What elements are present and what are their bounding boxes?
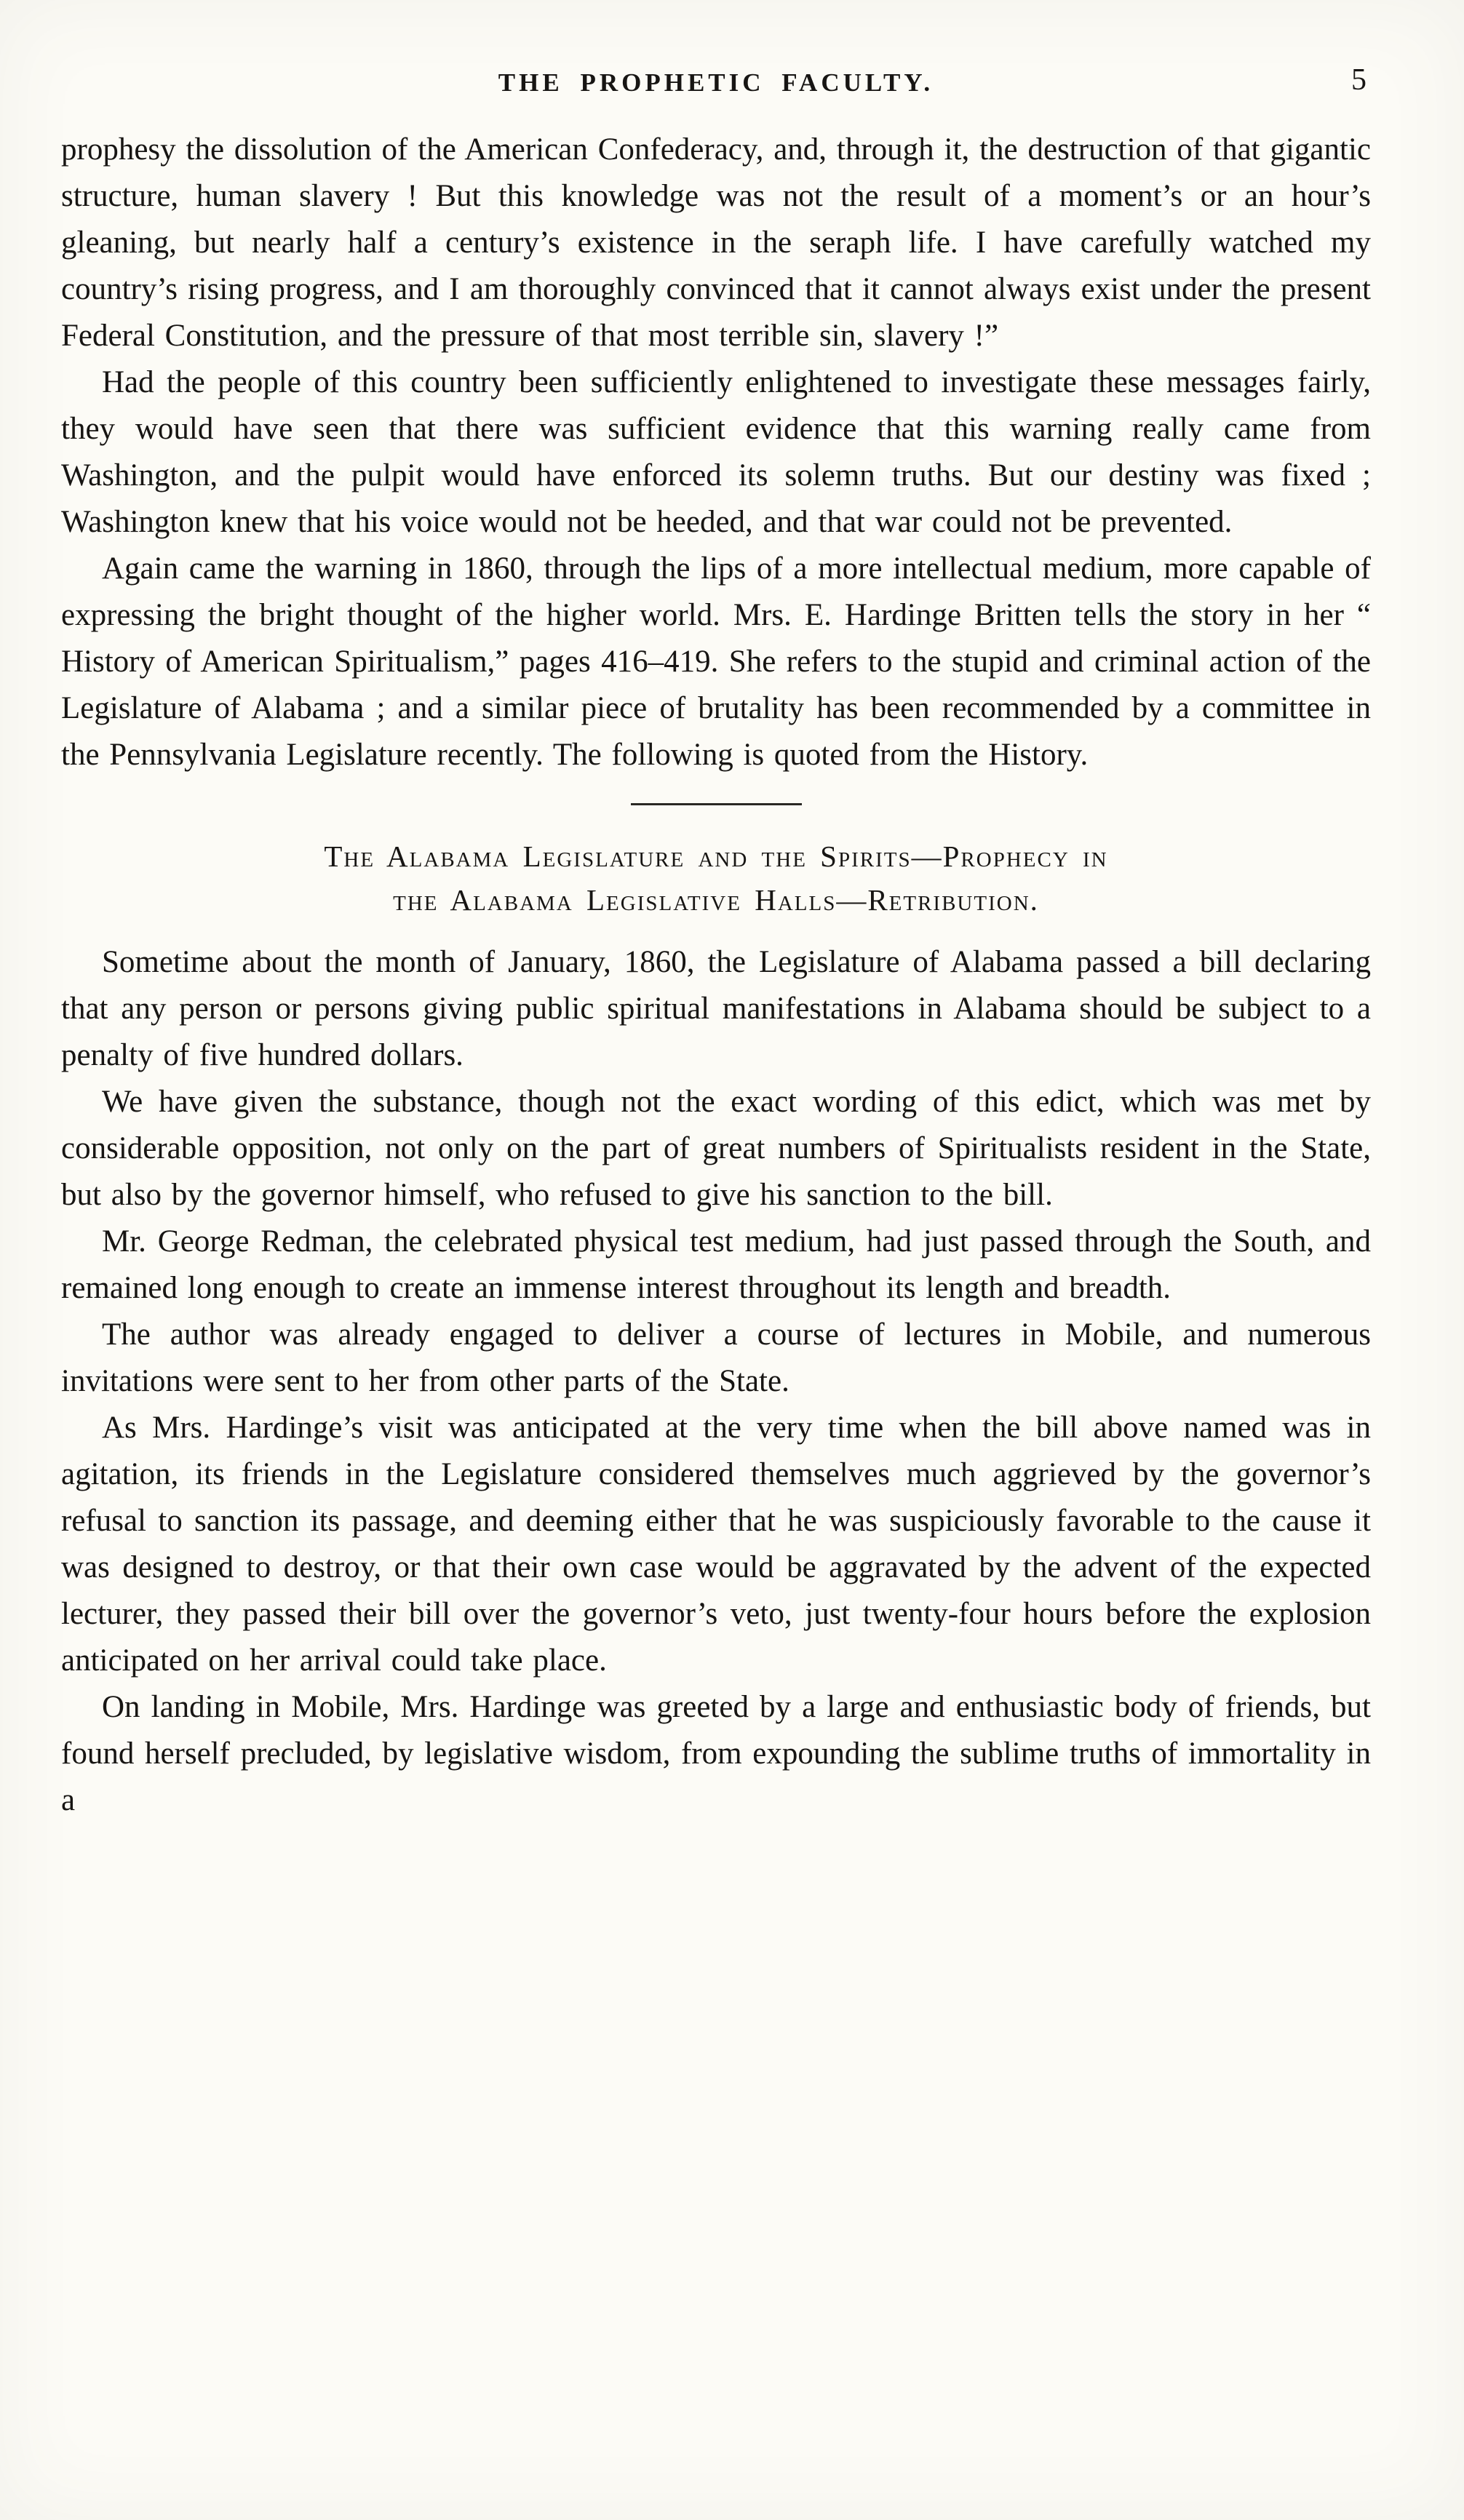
section-heading-line-2: the Alabama Legislative Halls—Retribution. bbox=[393, 883, 1039, 917]
paragraph: Mr. George Redman, the celebrated physical test medium, had just passed through the South, and remained long enough to create an immense interest throughout its length and breadth. bbox=[61, 1224, 1371, 1305]
paragraph: Again came the warning in 1860, through the lips of a more intellectual medium, more capable of expressing the bright thought of the higher world. Mrs. E. Hardinge Britten tells the story in her “ History of American Spiritualism,” pages 416–419. She refers to the stupid and criminal action of the Legislature of Alabama ; and a similar piece of brutality has been recommended by a committee in the Pennsylvania Legislature recently. The following is quoted from the History. bbox=[61, 551, 1371, 772]
paragraph: Sometime about the month of January, 1860, the Legislature of Alabama passed a bill declaring that any person or persons giving public spiritual manifestations in Alabama should be subject to a penalty of five hundred dollars. bbox=[61, 945, 1371, 1072]
paragraph: We have given the substance, though not the exact wording of this edict, which was met by considerable opposition, not only on the part of great numbers of Spiritualists resident in the State, but also by the governor himself, who refused to give his sanction to the bill. bbox=[61, 1085, 1371, 1212]
running-title: THE PROPHETIC FACULTY. bbox=[498, 68, 934, 97]
paragraph: Had the people of this country been sufficiently enlightened to investigate these messages fairly, they would have seen that there was sufficient evidence that this warning really came from Washington, and the pulpit would have enforced its solemn truths. But our destiny was fixed ; Washington knew that his voice would not be heeded, and that war could not be prevented. bbox=[61, 365, 1371, 539]
text-block bbox=[61, 127, 1371, 1824]
section-heading bbox=[61, 834, 1371, 922]
paragraph: On landing in Mobile, Mrs. Hardinge was greeted by a large and enthusiastic body of friends, but found herself precluded, by legislative wisdom, from expounding the sublime truths of immortality in a bbox=[61, 1690, 1371, 1817]
page-number: 5 bbox=[1351, 63, 1366, 97]
section-heading-line-1: The Alabama Legislature and the Spirits—Prophecy in bbox=[324, 840, 1108, 873]
section-divider-rule bbox=[631, 803, 802, 805]
paragraph: The author was already engaged to deliver a course of lectures in Mobile, and numerous invitations were sent to her from other parts of the State. bbox=[61, 1317, 1371, 1398]
page-header bbox=[61, 63, 1371, 113]
paragraph: As Mrs. Hardinge’s visit was anticipated at the very time when the bill above named was in agitation, its friends in the Legislature considered themselves much aggrieved by the governor’s refusal to sanction its passage, and deeming either that he was suspiciously favorable to the cause it was designed to destroy, or that their own case would be aggravated by the advent of the expected lecturer, they passed their bill over the governor’s veto, just twenty-four hours before the explosion anticipated on her arrival could take place. bbox=[61, 1411, 1371, 1678]
paragraph: prophesy the dissolution of the American Confederacy, and, through it, the destruction of that gigantic structure, human slavery ! But this knowledge was not the result of a moment’s or an hour’s gleaning, but nearly half a century’s existence in the seraph life. I have carefully watched my country’s rising progress, and I am thoroughly convinced that it cannot always exist under the present Federal Constitution, and the pressure of that most terrible sin, slavery !” bbox=[61, 132, 1371, 353]
